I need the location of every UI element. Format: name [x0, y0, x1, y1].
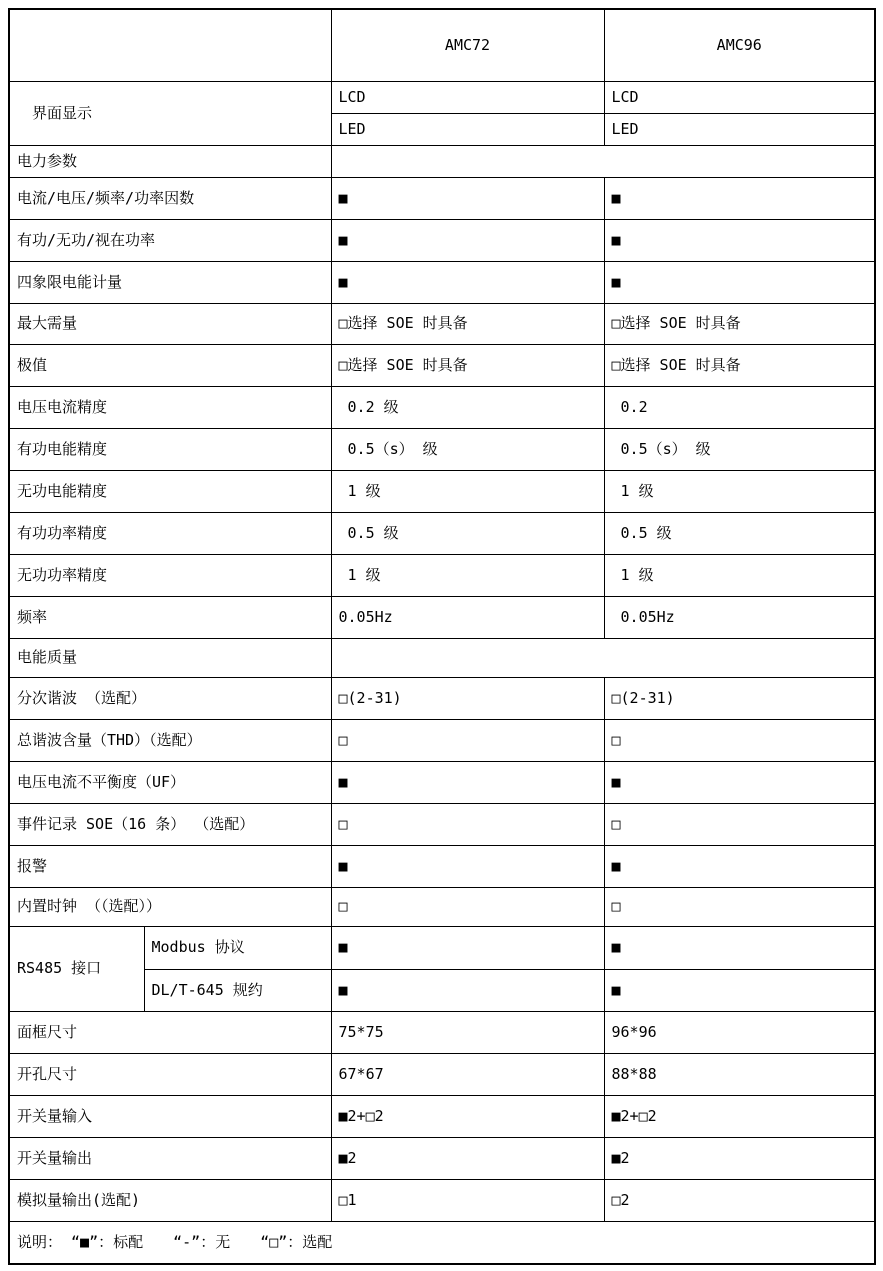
row-label-cell: 频率 [9, 596, 331, 638]
table-row [9, 596, 875, 638]
table-row [9, 177, 875, 219]
value-cell [331, 638, 875, 677]
table-row [9, 145, 875, 177]
table-row [9, 344, 875, 386]
table-row [9, 926, 875, 969]
value-cell: ■2+□2 [604, 1095, 875, 1137]
value-cell: □ [604, 719, 875, 761]
value-cell [331, 145, 875, 177]
table-row [9, 638, 875, 677]
value-cell: ■ [604, 261, 875, 303]
legend-note: 说明： “■”：标配 “-”：无 “□”：选配 [9, 1221, 875, 1264]
table-row [9, 677, 875, 719]
spec-comparison-table [8, 8, 876, 1265]
table-row [9, 386, 875, 428]
row-label-cell: 电流/电压/频率/功率因数 [9, 177, 331, 219]
row-label-cell: 内置时钟 （（选配）） [9, 887, 331, 926]
table-row [9, 428, 875, 470]
value-cell: 0.5（s） 级 [604, 428, 875, 470]
table-row [9, 1221, 875, 1264]
table-row [9, 1137, 875, 1179]
sub-row-label-modbus: Modbus 协议 [144, 926, 331, 969]
row-label-cell: 开孔尺寸 [9, 1053, 331, 1095]
row-label-cell: 无功电能精度 [9, 470, 331, 512]
row-label-cell: 四象限电能计量 [9, 261, 331, 303]
row-label-cell: 模拟量输出(选配) [9, 1179, 331, 1221]
value-cell: ■2 [331, 1137, 604, 1179]
table-row [9, 81, 875, 113]
value-cell: 1 级 [331, 554, 604, 596]
row-label-cell: 最大需量 [9, 303, 331, 344]
row-label-cell: 有功电能精度 [9, 428, 331, 470]
value-cell: 67*67 [331, 1053, 604, 1095]
value-cell: LCD [604, 81, 875, 113]
value-cell: 0.5（s） 级 [331, 428, 604, 470]
header-col-amc72: AMC72 [331, 9, 604, 81]
value-cell: 0.05Hz [331, 596, 604, 638]
table-row [9, 512, 875, 554]
row-label-cell: 有功/无功/视在功率 [9, 219, 331, 261]
row-label-cell: 事件记录 SOE（16 条） （选配） [9, 803, 331, 845]
row-label-cell: 无功功率精度 [9, 554, 331, 596]
value-cell: ■ [331, 261, 604, 303]
value-cell: □1 [331, 1179, 604, 1221]
value-cell: □2 [604, 1179, 875, 1221]
value-cell: □(2-31) [604, 677, 875, 719]
row-label-cell: 电压电流不平衡度（UF） [9, 761, 331, 803]
section-label-power-parameters: 电力参数 [9, 145, 331, 177]
row-label-cell: 分次谐波 （选配） [9, 677, 331, 719]
row-label-rs485: RS485 接口 [9, 926, 144, 1011]
header-blank-cell [9, 9, 331, 81]
value-cell: LED [604, 113, 875, 145]
value-cell: ■ [604, 926, 875, 969]
row-label-cell: 开关量输入 [9, 1095, 331, 1137]
row-label-cell: 报警 [9, 845, 331, 887]
value-cell: □ [331, 719, 604, 761]
row-label-cell: 开关量输出 [9, 1137, 331, 1179]
row-label-cell: 面框尺寸 [9, 1011, 331, 1053]
section-label-power-quality: 电能质量 [9, 638, 331, 677]
row-label-cell: 电压电流精度 [9, 386, 331, 428]
table-row [9, 261, 875, 303]
value-cell: □ [604, 887, 875, 926]
table-row [9, 303, 875, 344]
table-row [9, 1179, 875, 1221]
table-row [9, 470, 875, 512]
value-cell: ■ [604, 219, 875, 261]
row-label-cell: 有功功率精度 [9, 512, 331, 554]
value-cell: □选择 SOE 时具备 [604, 344, 875, 386]
value-cell: ■ [331, 969, 604, 1011]
value-cell: □选择 SOE 时具备 [331, 303, 604, 344]
row-label-cell: 极值 [9, 344, 331, 386]
table-row [9, 1053, 875, 1095]
value-cell: ■ [604, 969, 875, 1011]
value-cell: 75*75 [331, 1011, 604, 1053]
table-row [9, 1011, 875, 1053]
table-row [9, 887, 875, 926]
value-cell: ■2 [604, 1137, 875, 1179]
value-cell: 0.2 级 [331, 386, 604, 428]
table-row [9, 219, 875, 261]
value-cell: ■2+□2 [331, 1095, 604, 1137]
table-row [9, 1095, 875, 1137]
table-row [9, 845, 875, 887]
value-cell: ■ [331, 845, 604, 887]
value-cell: ■ [331, 926, 604, 969]
spec-table-body [9, 9, 875, 1264]
value-cell: 0.05Hz [604, 596, 875, 638]
value-cell: ■ [604, 761, 875, 803]
row-label-cell: 总谐波含量（THD）（选配） [9, 719, 331, 761]
table-row [9, 803, 875, 845]
value-cell: □ [331, 803, 604, 845]
value-cell: 0.5 级 [604, 512, 875, 554]
value-cell: □ [604, 803, 875, 845]
header-col-amc96: AMC96 [604, 9, 875, 81]
value-cell: 1 级 [604, 554, 875, 596]
value-cell: □(2-31) [331, 677, 604, 719]
value-cell: □选择 SOE 时具备 [604, 303, 875, 344]
value-cell: ■ [331, 219, 604, 261]
sub-row-label-dlt645: DL/T-645 规约 [144, 969, 331, 1011]
row-label-display: 界面显示 [9, 81, 331, 145]
table-row [9, 761, 875, 803]
value-cell: ■ [331, 761, 604, 803]
row-label-cell: LED [331, 113, 604, 145]
value-cell: 1 级 [604, 470, 875, 512]
value-cell: ■ [604, 845, 875, 887]
table-row [9, 719, 875, 761]
value-cell: 1 级 [331, 470, 604, 512]
value-cell: 88*88 [604, 1053, 875, 1095]
value-cell: □选择 SOE 时具备 [331, 344, 604, 386]
value-cell: LCD [331, 81, 604, 113]
value-cell: ■ [331, 177, 604, 219]
value-cell: 96*96 [604, 1011, 875, 1053]
value-cell: 0.5 级 [331, 512, 604, 554]
table-row [9, 554, 875, 596]
value-cell: □ [331, 887, 604, 926]
table-row [9, 9, 875, 81]
value-cell: ■ [604, 177, 875, 219]
value-cell: 0.2 [604, 386, 875, 428]
